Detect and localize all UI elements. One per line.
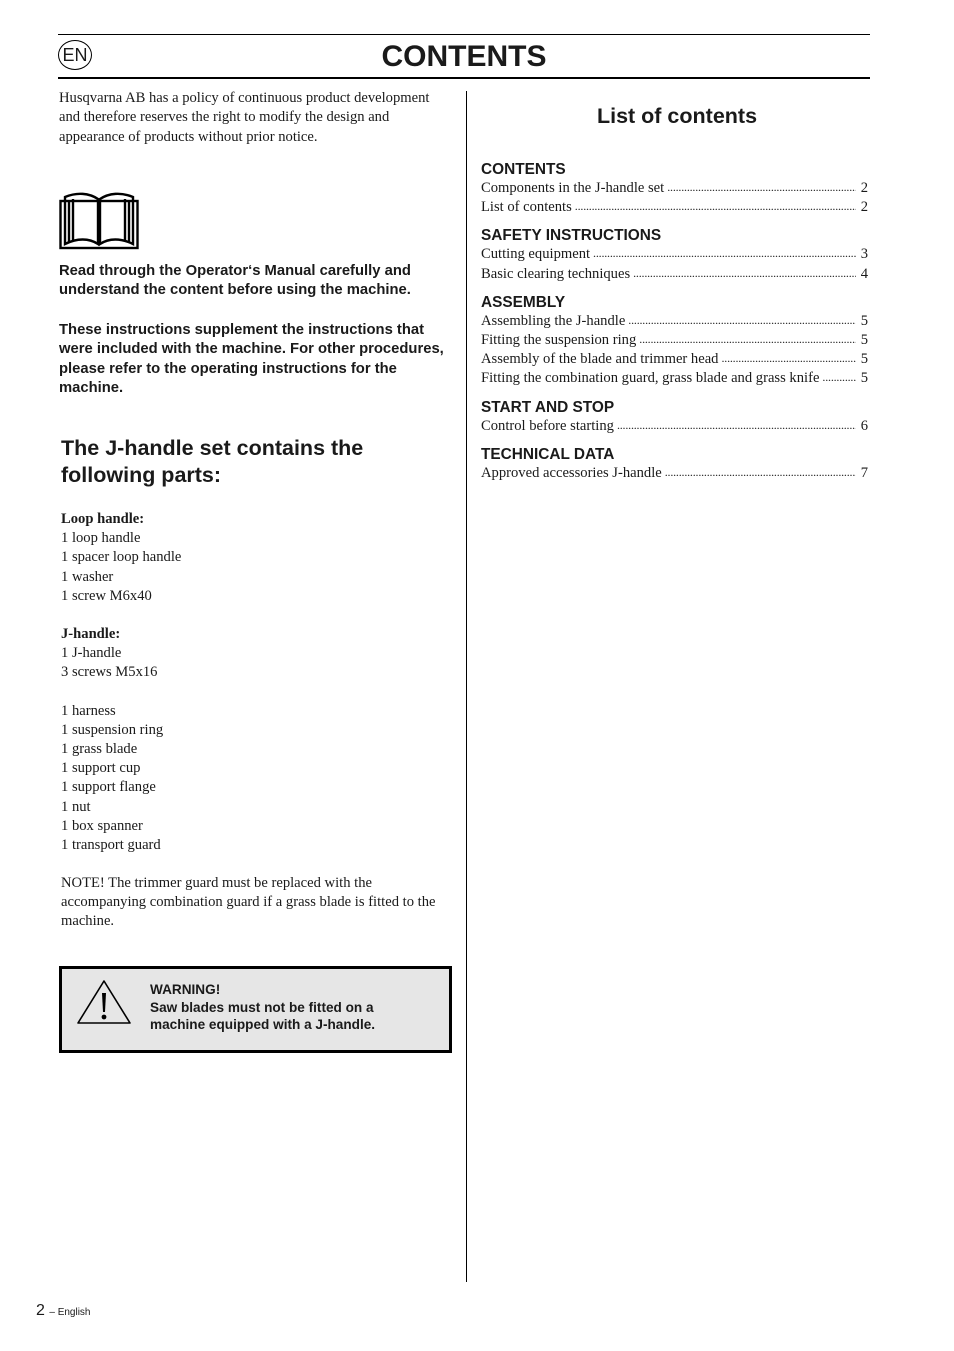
warning-line: machine equipped with a J-handle.: [150, 1017, 376, 1033]
top-rule: [58, 34, 870, 35]
parts-group-loop-handle: [61, 510, 451, 606]
page-footer: [36, 1302, 91, 1320]
toc-entry[interactable]: [481, 312, 868, 331]
toc-entry-label: Fitting the suspension ring: [481, 332, 637, 349]
toc-entry-label: Components in the J-handle set: [481, 180, 665, 196]
dot-leader: [617, 416, 856, 435]
dot-leader: [639, 330, 855, 349]
warning-box: [59, 966, 452, 1053]
toc-entry-label: Approved accessories J-handle: [481, 464, 662, 481]
toc-section: [481, 398, 868, 436]
toc-entry-label: Assembly of the blade and trimmer head: [481, 351, 719, 368]
warning-text: [150, 981, 440, 1034]
toc-section: [481, 445, 868, 483]
toc-entry[interactable]: [481, 198, 868, 217]
toc-heading: SAFETY INSTRUCTIONS: [481, 227, 662, 245]
list-item: 1 harness: [61, 702, 116, 719]
list-item: 3 screws M5x16: [61, 664, 158, 681]
warning-triangle-icon: [76, 979, 132, 1030]
list-item: 1 suspension ring: [61, 721, 164, 738]
dot-leader: [628, 311, 855, 330]
list-item: 1 support cup: [61, 760, 141, 777]
list-item: 1 grass blade: [61, 741, 138, 758]
parts-group-j-handle: [61, 625, 451, 683]
column-divider: [466, 91, 467, 1282]
list-item: 1 J-handle: [61, 645, 122, 662]
parts-heading: The J-handle set contains the following parts:: [61, 436, 364, 487]
toc-entry[interactable]: [481, 417, 868, 436]
parts-list: [61, 510, 451, 874]
toc-entry[interactable]: [481, 350, 868, 369]
group-title: Loop handle:: [61, 511, 145, 527]
dot-leader: [822, 368, 855, 387]
list-item: 1 nut: [61, 798, 91, 815]
intro-text: Husqvarna AB has a policy of continuous product development and therefore reserves the right to modify the design and appearance of products without prior notice.: [59, 90, 430, 145]
toc-entry-label: Basic clearing techniques: [481, 265, 631, 282]
toc-entry-page: 4: [860, 265, 868, 282]
footer-language: – English: [49, 1307, 91, 1318]
dot-leader: [667, 178, 855, 197]
toc-entry-label: Cutting equipment: [481, 246, 591, 263]
toc-entry[interactable]: [481, 245, 868, 264]
toc-entry[interactable]: [481, 265, 868, 284]
toc-entry-page: 2: [860, 180, 868, 196]
read-manual-note: Read through the Operator‘s Manual carefully and understand the content before using the machine.: [59, 263, 411, 299]
open-book-icon: [59, 192, 139, 255]
toc-entry[interactable]: [481, 464, 868, 483]
toc-section: [481, 293, 868, 389]
toc-entry-page: 6: [860, 417, 868, 434]
list-item: 1 support flange: [61, 779, 156, 796]
toc-entry-page: 5: [860, 370, 868, 387]
warning-title: WARNING!: [150, 982, 221, 997]
toc-entry-page: 7: [860, 464, 868, 481]
group-title: J-handle:: [61, 626, 121, 643]
supplement-note: These instructions supplement the instructions that were included with the machine. For other procedures, please refer to the operating instructions for the machine.: [59, 322, 444, 396]
toc-entry[interactable]: [481, 331, 868, 350]
toc-entry-label: Control before starting: [481, 417, 614, 434]
dot-leader: [665, 463, 856, 482]
list-item: 1 loop handle: [61, 530, 141, 547]
language-badge: EN: [58, 40, 92, 70]
toc-title: List of contents: [596, 104, 758, 128]
toc-entry-page: 3: [860, 246, 868, 263]
toc-entry-label: List of contents: [481, 199, 572, 216]
page-number: 2: [36, 1302, 45, 1319]
title-rule: [58, 77, 870, 79]
toc-section: [481, 160, 868, 217]
toc-entry-label: Fitting the combination guard, grass blade and grass knife: [481, 370, 820, 387]
list-item: 1 box spanner: [61, 817, 143, 834]
warning-line: Saw blades must not be fitted on a: [150, 999, 374, 1015]
toc-entry-page: 5: [860, 312, 868, 329]
table-of-contents: [481, 160, 868, 492]
toc-heading: TECHNICAL DATA: [481, 445, 615, 463]
dot-leader: [633, 264, 856, 283]
dot-leader: [575, 197, 856, 216]
dot-leader: [721, 349, 855, 368]
list-item: 1 screw M6x40: [61, 587, 152, 604]
toc-entry-page: 5: [860, 351, 868, 368]
toc-entry-label: Assembling the J-handle: [481, 312, 626, 329]
parts-group-other: [61, 702, 451, 856]
page-title: CONTENTS: [381, 40, 547, 73]
toc-entry-page: 5: [860, 332, 868, 349]
list-item: 1 washer: [61, 568, 114, 585]
toc-heading: ASSEMBLY: [481, 293, 566, 311]
list-item: 1 transport guard: [61, 837, 161, 854]
toc-entry[interactable]: [481, 179, 868, 198]
toc-section: [481, 226, 868, 283]
toc-heading: CONTENTS: [481, 161, 566, 178]
toc-entry[interactable]: [481, 369, 868, 388]
toc-entry-page: 2: [860, 199, 868, 216]
list-item: 1 spacer loop handle: [61, 549, 182, 566]
left-column: [59, 89, 449, 1033]
dot-leader: [593, 244, 856, 263]
grass-blade-note: NOTE! The trimmer guard must be replaced with the accompanying combination guard if a grass blade is fitted to the machine.: [61, 875, 436, 930]
toc-heading: START AND STOP: [481, 398, 615, 416]
